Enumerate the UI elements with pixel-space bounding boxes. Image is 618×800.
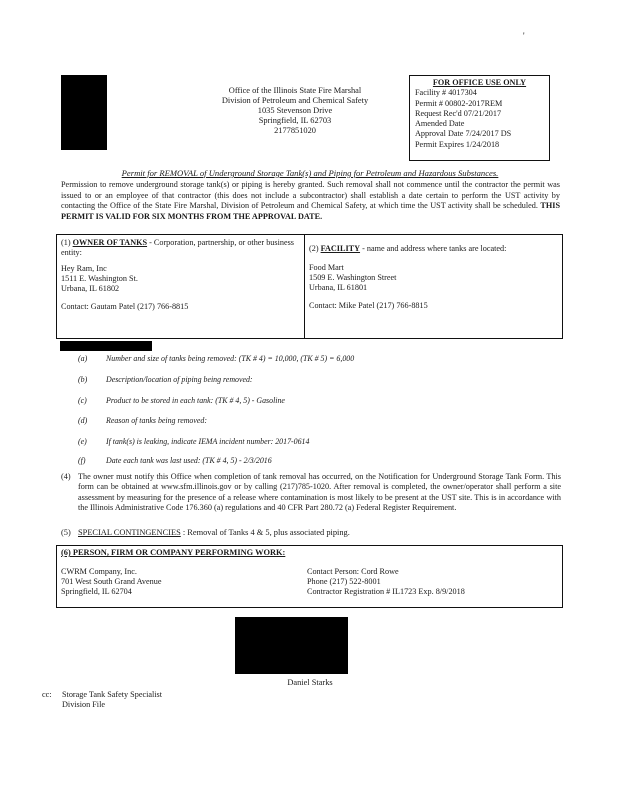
corner-mark: '	[523, 31, 525, 41]
facility-number-label: (2)	[309, 244, 319, 253]
list-item: (d) Reason of tanks being removed:	[78, 416, 207, 425]
signer-name: Daniel Starks	[287, 678, 333, 687]
office-line: 1035 Stevenson Drive	[257, 106, 333, 115]
owner-contact: Contact: Gautam Patel (217) 766-8815	[61, 302, 189, 311]
performer-phone: Phone (217) 522-8001	[307, 577, 381, 587]
list-item: (f) Date each tank was last used: (TK # 4, 5) - 2/3/2016	[78, 456, 272, 465]
item-5-heading: SPECIAL CONTINGENCIES	[78, 528, 181, 537]
facility-name: Food Mart	[309, 263, 344, 272]
list-item: (e) If tank(s) is leaking, indicate IEMA incident number: 2017-0614	[78, 437, 310, 446]
item-4-text: The owner must notify this Office when completion of tank removal has occurred, on the Notification for Underground Storage Tank Form. This form can be obtained at www.sfm.illinois.gov or by calling (217)785-1020. After removal is completed, the owner/operator shall perform a site assessment by measuring for the presence of a release where contamination is most likely to be present at the UST site. This is in accordance with the Illinois Administrative Code 176.360 (a) regulations and 40 CFR Part 280.72 (a) Federal Register Requirement.	[78, 472, 561, 513]
approval-date: Approval Date 7/24/2017 DS	[415, 129, 512, 139]
performer-address-2: Springfield, IL 62704	[61, 587, 132, 597]
cc-list	[42, 690, 162, 710]
amended-date: Amended Date	[415, 119, 465, 129]
office-line: Office of the Illinois State Fire Marshal	[228, 86, 362, 95]
performer-name: CWRM Company, Inc.	[61, 567, 137, 576]
office-line: Division of Petroleum and Chemical Safety	[221, 96, 369, 105]
intro-paragraph	[61, 180, 560, 222]
facility-number: Facility # 4017304	[415, 88, 477, 98]
owner-desc: - Corporation, partnership, or other business entity:	[61, 238, 294, 257]
owner-name: Hey Ram, Inc	[61, 264, 107, 273]
permit-title: Permit for REMOVAL of Underground Storage Tank(s) and Piping for Petroleum and Hazardous Substances.	[121, 168, 499, 178]
facility-desc: - name and address where tanks are located:	[360, 244, 507, 253]
cc-item: Storage Tank Safety Specialist	[62, 690, 163, 699]
validity-notice: THIS PERMIT IS VALID FOR SIX MONTHS FROM THE APPROVAL DATE.	[61, 201, 560, 221]
list-item: (a) Number and size of tanks being removed: (TK # 4) = 10,000, (TK # 5) = 6,000	[78, 354, 355, 363]
performer-box	[56, 545, 563, 608]
facility-contact: Contact: Mike Patel (217) 766-8815	[309, 301, 428, 310]
facility-section	[305, 235, 562, 338]
owner-heading: OWNER OF TANKS	[72, 238, 148, 247]
item-5-text: : Removal of Tanks 4 & 5, plus associated piping.	[180, 528, 350, 537]
performer-contact: Contact Person: Cord Rowe	[307, 567, 399, 576]
owner-facility-box	[56, 234, 563, 339]
owner-section	[57, 235, 305, 338]
cc-label: cc:	[42, 690, 52, 699]
redacted-section-label	[60, 341, 152, 351]
facility-address-1: 1509 E. Washington Street	[309, 273, 397, 282]
performer-company	[61, 567, 161, 598]
permit-expires: Permit Expires 1/24/2018	[415, 139, 500, 149]
performer-contact-info	[307, 567, 465, 598]
facility-address-2: Urbana, IL 61801	[309, 283, 368, 292]
performer-registration: Contractor Registration # IL1723 Exp. 8/9/2018	[307, 587, 465, 597]
office-header	[180, 86, 410, 136]
owner-number: (1)	[61, 238, 71, 247]
redacted-signature	[235, 617, 348, 674]
intro-text: Permission to remove underground storage tank(s) or piping is hereby granted. Such removal shall not commence until the contractor the permit was issued to or an employee of that contractor (this does not include a subcontractor) shall establish a date certain to perform the UST activity by contacting the Office of the State Fire Marshal, Division of Petroleum and Chemical Safety, at which time the UST activity shall be scheduled.	[61, 180, 560, 210]
list-item: (b) Description/location of piping being removed:	[78, 375, 253, 384]
list-item: (c) Product to be stored in each tank: (TK # 4, 5) - Gasoline	[78, 396, 285, 405]
office-line: 2177851020	[274, 126, 316, 135]
cc-item: Division File	[62, 700, 105, 709]
performer-address-1: 701 West South Grand Avenue	[61, 577, 162, 587]
office-use-box	[409, 75, 550, 161]
office-line: Springfield, IL 62703	[258, 116, 332, 125]
office-use-header: FOR OFFICE USE ONLY	[432, 78, 527, 87]
owner-address-1: 1511 E. Washington St.	[61, 274, 138, 283]
permit-number: Permit # 00802-2017REM	[415, 98, 503, 108]
performer-heading: (6) PERSON, FIRM OR COMPANY PERFORMING WORK:	[61, 548, 286, 557]
item-5-number: (5)	[61, 528, 71, 537]
redacted-logo	[61, 75, 107, 150]
facility-heading: FACILITY	[320, 244, 361, 253]
owner-address-2: Urbana, IL 61802	[61, 284, 120, 293]
item-4-number: (4)	[61, 472, 71, 481]
request-received: Request Rec'd 07/21/2017	[415, 108, 502, 118]
special-contingencies	[61, 528, 350, 537]
